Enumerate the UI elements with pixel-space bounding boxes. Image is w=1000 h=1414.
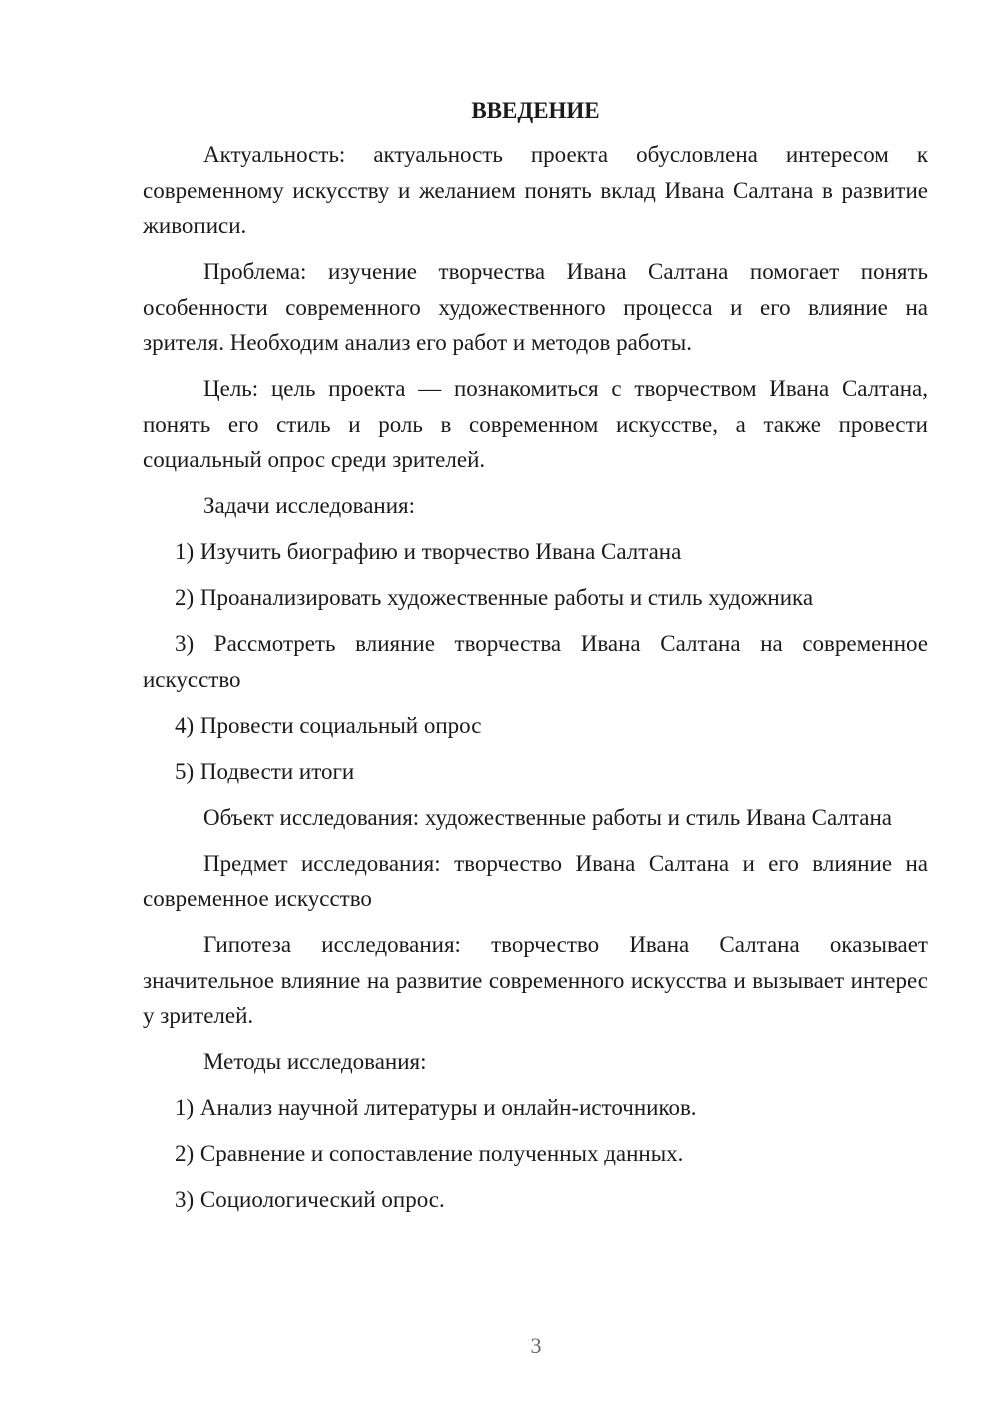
method-item: 3) Социологический опрос.: [175, 1187, 445, 1212]
tasks-heading: Задачи исследования:: [203, 493, 416, 518]
method-item: 1) Анализ научной литературы и онлайн-источников.: [175, 1095, 697, 1120]
task-item: 5) Подвести итоги: [175, 758, 355, 784]
method-item: 2) Сравнение и сопоставление полученных данных.: [175, 1141, 684, 1166]
hypothesis-paragraph: Гипотеза исследования: творчество Ивана Салтана оказывает значительное влияние на развитие современного искусства и вызывает интерес у зрителей.: [143, 932, 928, 1028]
task-item: 4) Провести социальный опрос: [175, 712, 482, 738]
task-item: 3) Рассмотреть влияние творчества Ивана Салтана на современное искусство: [143, 631, 928, 692]
page-title: ВВЕДЕНИЕ: [471, 98, 600, 123]
task-item: 2) Проанализировать художественные работы и стиль художника: [175, 585, 814, 610]
subject-paragraph: Предмет исследования: творчество Ивана Салтана и его влияние на современное искусство: [143, 850, 928, 911]
relevance-paragraph: Актуальность: актуальность проекта обусловлена интересом к современному искусству и желанием понять вклад Ивана Салтана в развитие живописи.: [143, 142, 928, 238]
object-paragraph: Объект исследования: художественные работы и стиль Ивана Салтана: [203, 804, 892, 830]
page-number: 3: [530, 1333, 542, 1358]
goal-paragraph: Цель: цель проекта — познакомиться с творчеством Ивана Салтана, понять его стиль и роль в современном искусстве, а также провести социальный опрос среди зрителей.: [143, 376, 928, 472]
page-content: [143, 96, 928, 1228]
problem-paragraph: Проблема: изучение творчества Ивана Салтана помогает понять особенности современного художественного процесса и его влияние на зрителя. Необходим анализ его работ и методов работы.: [143, 259, 928, 355]
methods-heading: Методы исследования:: [203, 1049, 427, 1074]
task-item: 1) Изучить биографию и творчество Ивана Салтана: [175, 539, 682, 564]
